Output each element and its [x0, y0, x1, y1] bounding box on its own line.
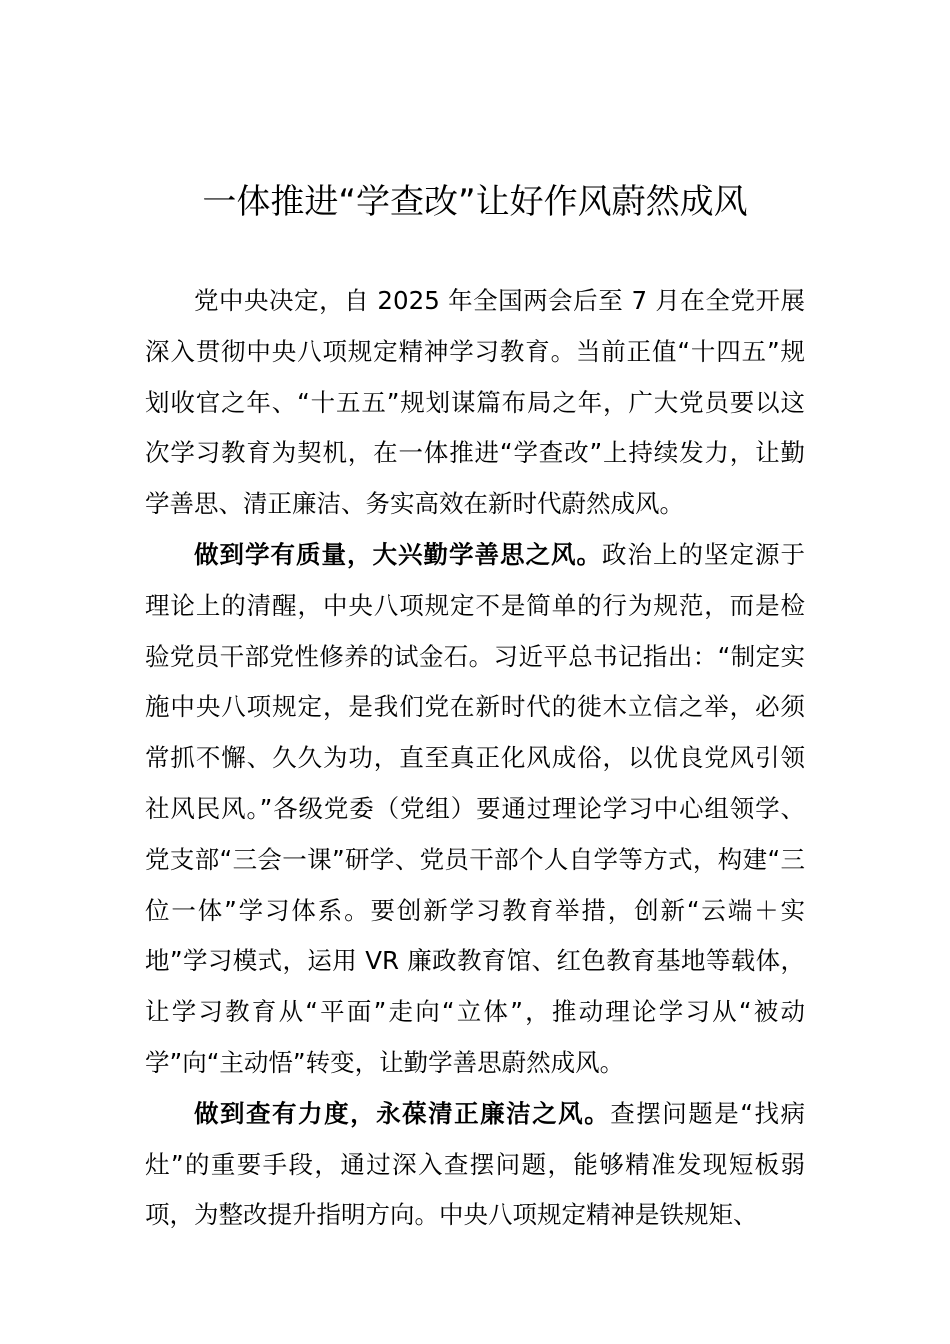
paragraph-lead: 做到学有质量，大兴勤学善思之风。: [194, 539, 602, 569]
paragraph-text: 查摆问题是“找病灶”的重要手段，通过深入查摆问题，能够精准发现短板弱项，为整改提升指明方向。中央八项规定精神是铁规矩、: [145, 1098, 806, 1230]
paragraph-check: [145, 1089, 805, 1241]
paragraph-study: [145, 530, 805, 1089]
document-title: 一体推进“学查改”让好作风蔚然成风: [202, 182, 748, 222]
paragraph-text: 政治上的坚定源于理论上的清醒，中央八项规定不是简单的行为规范，而是检验党员干部党性修养的试金石。习近平总书记指出：“制定实施中央八项规定，是我们党在新时代的徙木立信之举，必须常抓不懈、久久为功，直至真正化风成俗，以优良党风引领社风民风。”各级党委（党组）要通过理论学习中心组领学、党支部“三会一课”研学、党员干部个人自学等方式，构建“三位一体”学习体系。要创新学习教育举措，创新“云端＋实地”学习模式，运用 VR 廉政教育馆、红色教育基地等载体，让学习教育从“平面”走向“立体”，推动理论学习从“被动学”向“主动悟”转变，让勤学善思蔚然成风。: [145, 539, 805, 1077]
paragraph-intro: [145, 276, 805, 530]
paragraph-lead: 做到查有力度，永葆清正廉洁之风。: [194, 1098, 611, 1128]
paragraph-text: 党中央决定，自 2025 年全国两会后至 7 月在全党开展深入贯彻中央八项规定精神学习教育。当前正值“十四五”规划收官之年、“十五五”规划谋篇布局之年，广大党员要以这次学习教育为契机，在一体推进“学查改”上持续发力，让勤学善思、清正廉洁、务实高效在新时代蔚然成风。: [145, 286, 805, 519]
document-body: [145, 276, 805, 1241]
